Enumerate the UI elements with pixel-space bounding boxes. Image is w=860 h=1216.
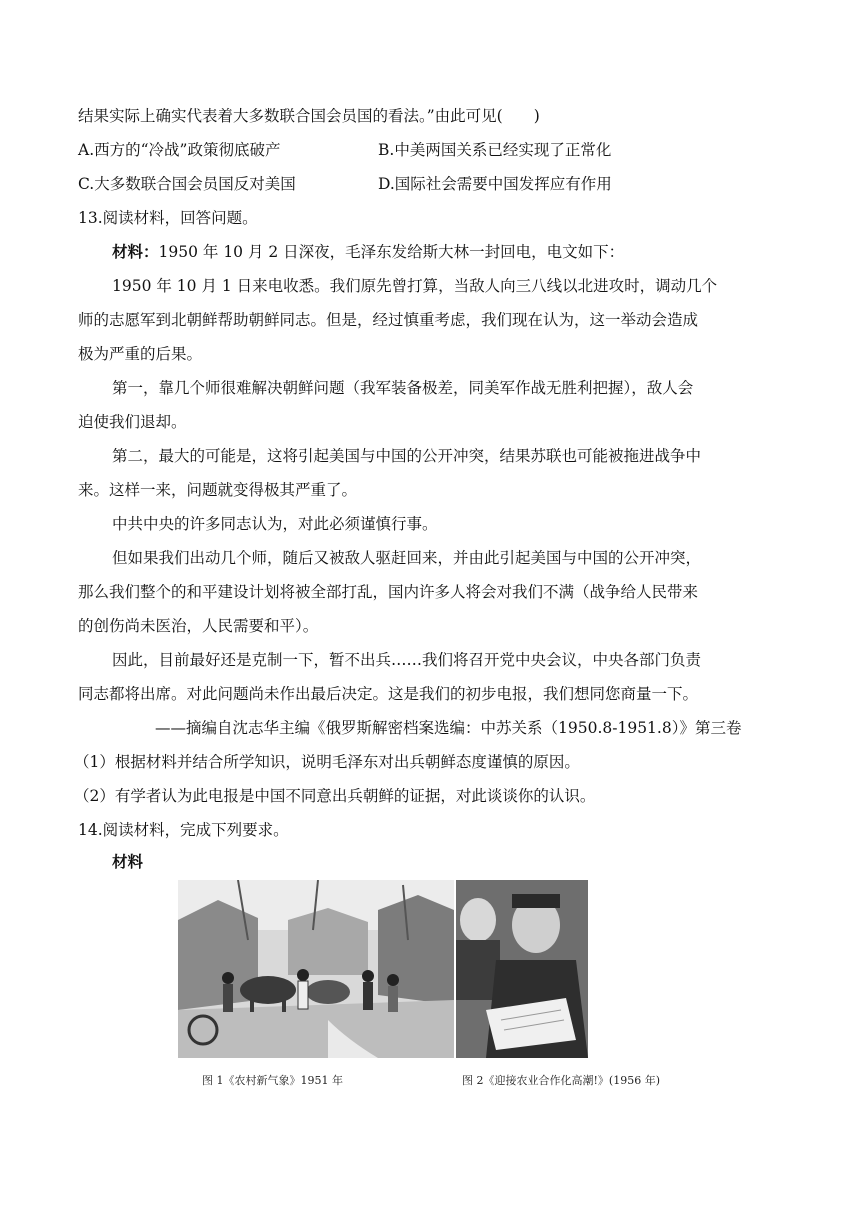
material-intro-text: 1950 年 10 月 2 日深夜，毛泽东发给斯大林一封回电，电文如下： <box>158 243 625 261</box>
q14-title: 14.阅读材料，完成下列要求。 <box>78 821 289 839</box>
q13-material-intro <box>112 242 624 262</box>
q13-paragraph-line: 迫使我们退却。 <box>78 413 187 431</box>
q13-paragraph-line: 因此，目前最好还是克制一下，暂不出兵……我们将召开党中央会议，中央各部门负责 <box>112 651 702 669</box>
figure-2-caption: 图 2《迎接农业合作化高潮!》(1956 年) <box>462 1074 660 1087</box>
q12-option-c: C.大多数联合国会员国反对美国 <box>78 175 296 193</box>
q13-source: ——摘编自沈志华主编《俄罗斯解密档案选编：中苏关系（1950.8-1951.8）》第三卷 <box>155 719 742 737</box>
q13-paragraph-line: 1950 年 10 月 1 日来电收悉。我们原先曾打算，当敌人向三八线以北进攻时，调动几个 <box>112 277 718 295</box>
q13-title: 13.阅读材料，回答问题。 <box>78 209 258 227</box>
q13-paragraph-line: 第二，最大的可能是，这将引起美国与中国的公开冲突，结果苏联也可能被拖进战争中 <box>112 447 702 465</box>
q13-paragraph-line: 的创伤尚未医治，人民需要和平）。 <box>78 617 319 635</box>
q13-paragraph-line: 第一，靠几个师很难解决朝鲜问题（我军装备极差，同美军作战无胜利把握），敌人会 <box>112 379 694 397</box>
material-label: 材料： <box>112 242 159 261</box>
q12-option-d: D.国际社会需要中国发挥应有作用 <box>378 175 612 193</box>
q13-paragraph-line: 但如果我们出动几个师，随后又被敌人驱赶回来，并由此引起美国与中国的公开冲突， <box>112 549 702 567</box>
q13-paragraph-line: 中共中央的许多同志认为，对此必须谨慎行事。 <box>112 515 438 533</box>
q13-question-1: （1）根据材料并结合所学知识，说明毛泽东对出兵朝鲜态度谨慎的原因。 <box>74 753 580 771</box>
q13-paragraph-line: 极为严重的后果。 <box>78 345 203 363</box>
q13-paragraph-line: 师的志愿军到北朝鲜帮助朝鲜同志。但是，经过慎重考虑，我们现在认为，这一举动会造成 <box>78 311 699 329</box>
q13-paragraph-line: 来。这样一来，问题就变得极其严重了。 <box>78 481 358 499</box>
q12-tail: 结果实际上确实代表着大多数联合国会员国的看法。”由此可见( ) <box>78 107 540 125</box>
q12-option-a: A.西方的“冷战”政策彻底破产 <box>78 141 281 159</box>
figure-1-image <box>178 880 454 1058</box>
q13-paragraph-line: 同志都将出席。对此问题尚未作出最后决定。这是我们的初步电报，我们想同您商量一下。 <box>78 685 699 703</box>
q12-option-b: B.中美两国关系已经实现了正常化 <box>378 141 612 159</box>
figure-2-image <box>456 880 588 1058</box>
figure-1-caption: 图 1《农村新气象》1951 年 <box>202 1074 343 1087</box>
q13-question-2: （2）有学者认为此电报是中国不同意出兵朝鲜的证据，对此谈谈你的认识。 <box>74 787 596 805</box>
q13-paragraph-line: 那么我们整个的和平建设计划将被全部打乱，国内许多人将会对我们不满（战争给人民带来 <box>78 583 699 601</box>
q14-material-label: 材料 <box>112 852 144 871</box>
